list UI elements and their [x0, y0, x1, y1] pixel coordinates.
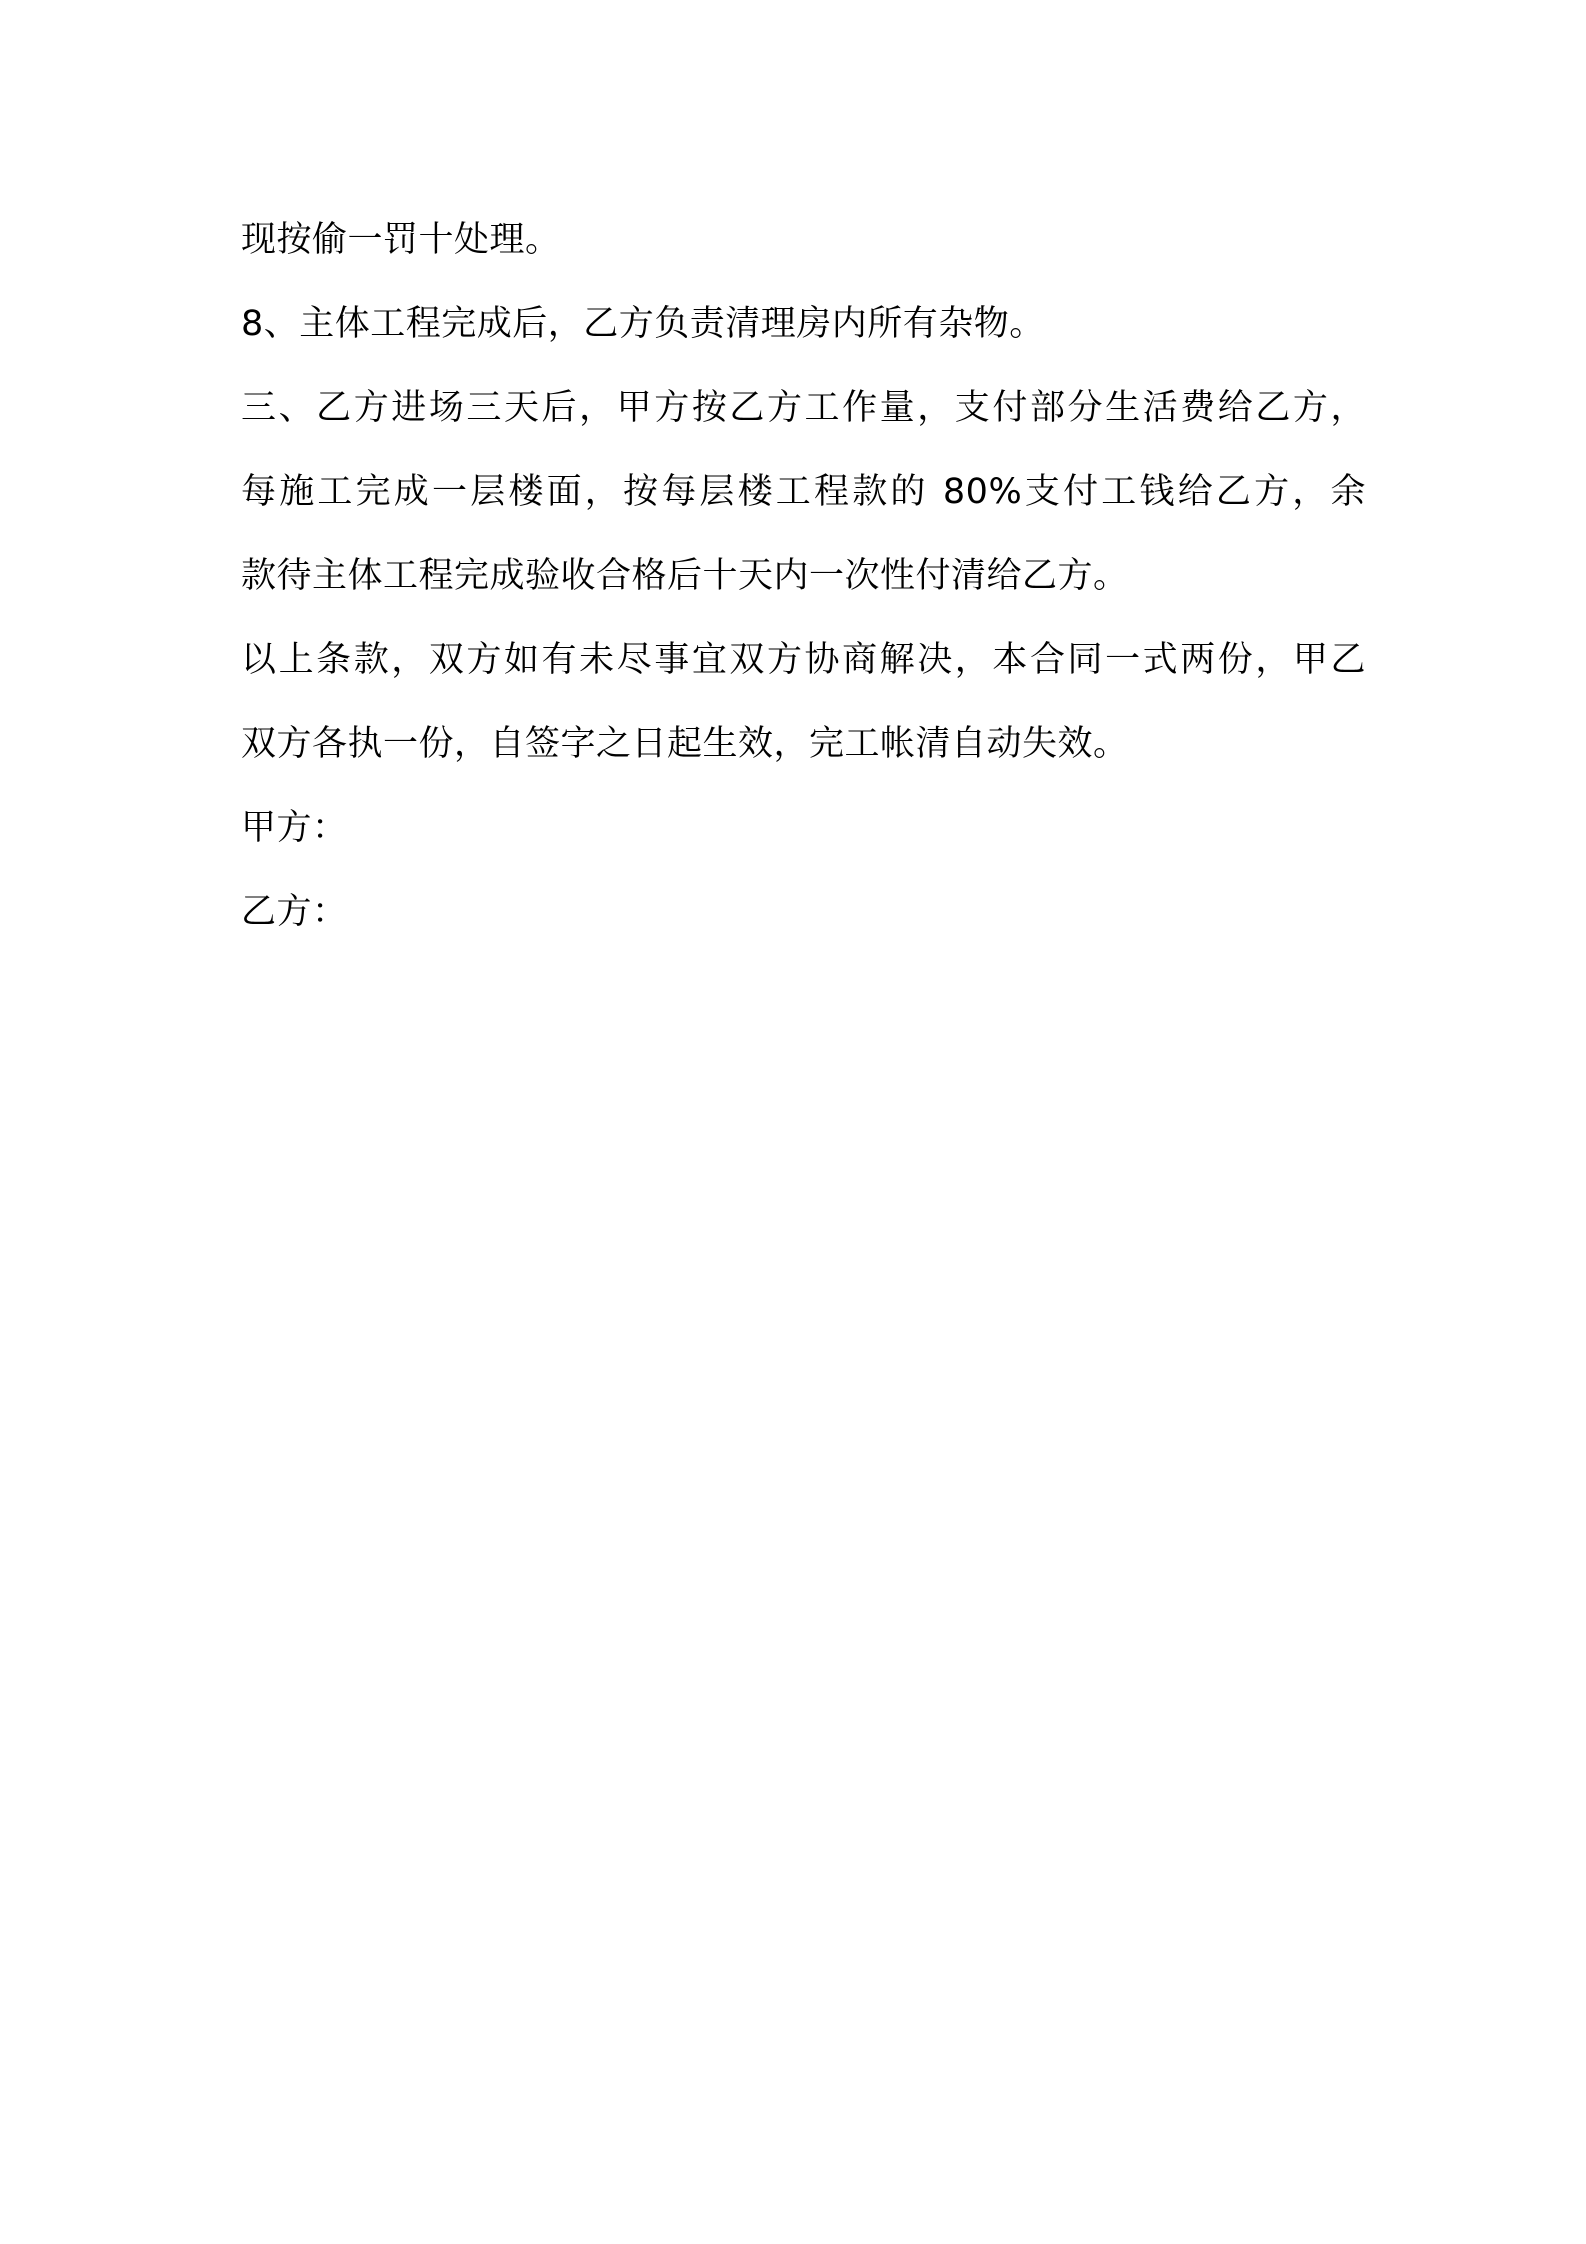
text-line: 8、主体工程完成后，乙方负责清理房内所有杂物。	[241, 304, 1045, 344]
text-line: 三、乙方进场三天后，甲方按乙方工作量，支付部分生活费给乙方，	[241, 388, 1366, 428]
text-line: 以上条款，双方如有未尽事宜双方协商解决，本合同一式两份，甲乙	[241, 640, 1366, 680]
document-body	[241, 198, 1366, 954]
party-a-signature-label: 甲方：	[241, 808, 348, 848]
text-line: 每施工完成一层楼面，按每层楼工程款的 80%支付工钱给乙方，余	[241, 472, 1366, 512]
party-b-signature-label: 乙方：	[241, 892, 348, 932]
text-line: 现按偷一罚十处理。	[241, 220, 561, 260]
text-line: 款待主体工程完成验收合格后十天内一次性付清给乙方。	[241, 556, 1129, 596]
text-line: 双方各执一份，自签字之日起生效，完工帐清自动失效。	[241, 724, 1129, 764]
